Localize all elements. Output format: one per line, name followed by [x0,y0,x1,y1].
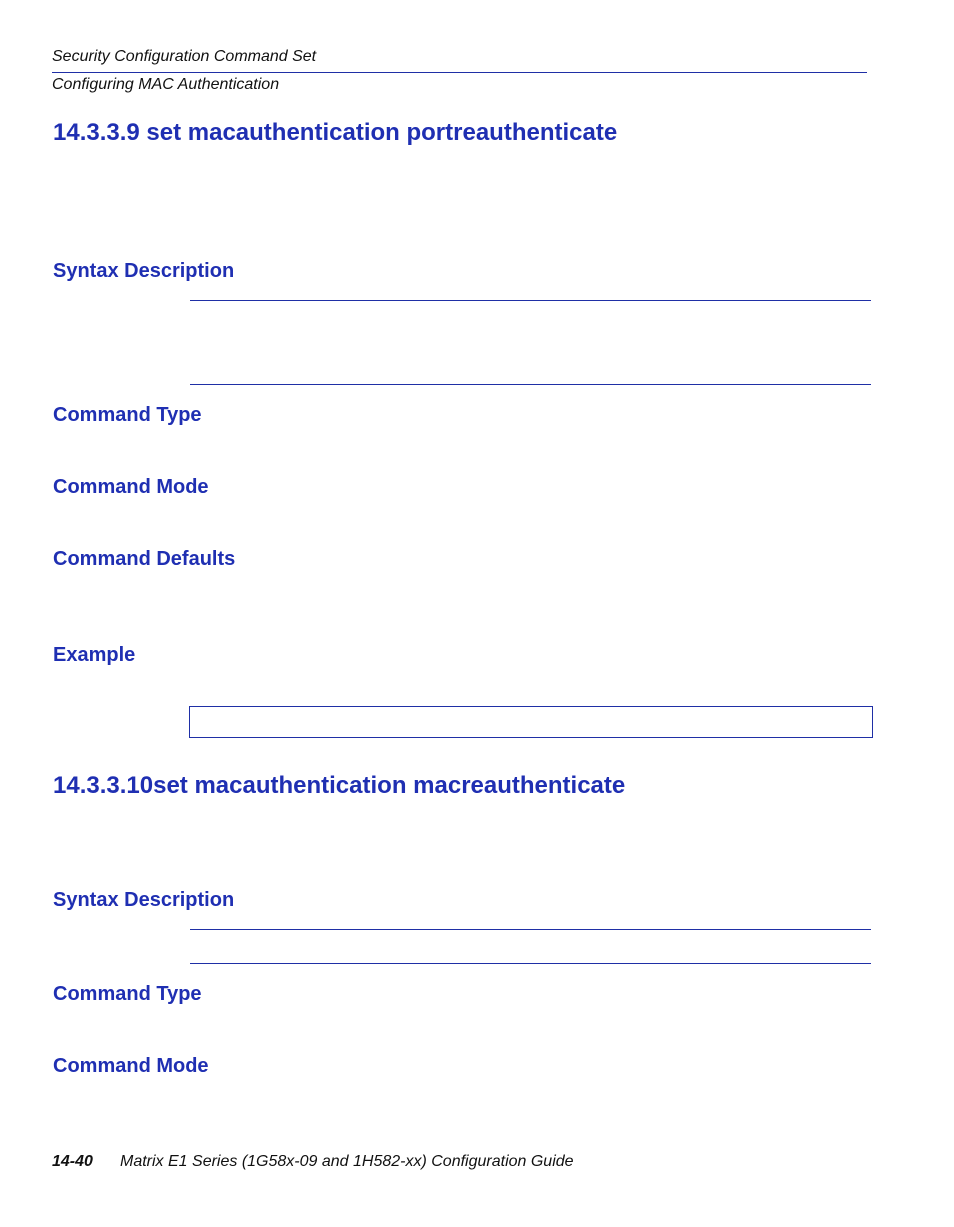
subheading-command-type: Command Type [53,404,202,426]
subheading-syntax-description: Syntax Description [53,260,235,282]
running-header-section: Configuring MAC Authentication [52,76,280,93]
subheading-command-type-2: Command Type [53,983,202,1005]
subheading-example: Example [53,644,136,666]
header-rule [52,72,867,73]
section-title-macreauthenticate: 14.3.3.10set macauthentication macreauthenticate [53,772,626,799]
subheading-command-mode: Command Mode [53,476,209,498]
subheading-command-defaults: Command Defaults [53,548,236,570]
subheading-command-mode-2: Command Mode [53,1055,209,1077]
subheading-syntax-description-2: Syntax Description [53,889,235,911]
page-number: 14-40 [52,1153,93,1170]
guide-title: Matrix E1 Series (1G58x-09 and 1H582-xx) Configuration Guide [120,1153,574,1170]
example-code-box [189,706,873,738]
syntax-table-bottom-rule-2 [190,963,871,964]
syntax-table-top-rule-2 [190,929,871,930]
syntax-table-top-rule [190,300,871,301]
syntax-table-bottom-rule [190,384,871,385]
running-header-chapter: Security Configuration Command Set [52,48,317,65]
section-title-portreauthenticate: 14.3.3.9 set macauthentication portreauthenticate [53,119,618,146]
